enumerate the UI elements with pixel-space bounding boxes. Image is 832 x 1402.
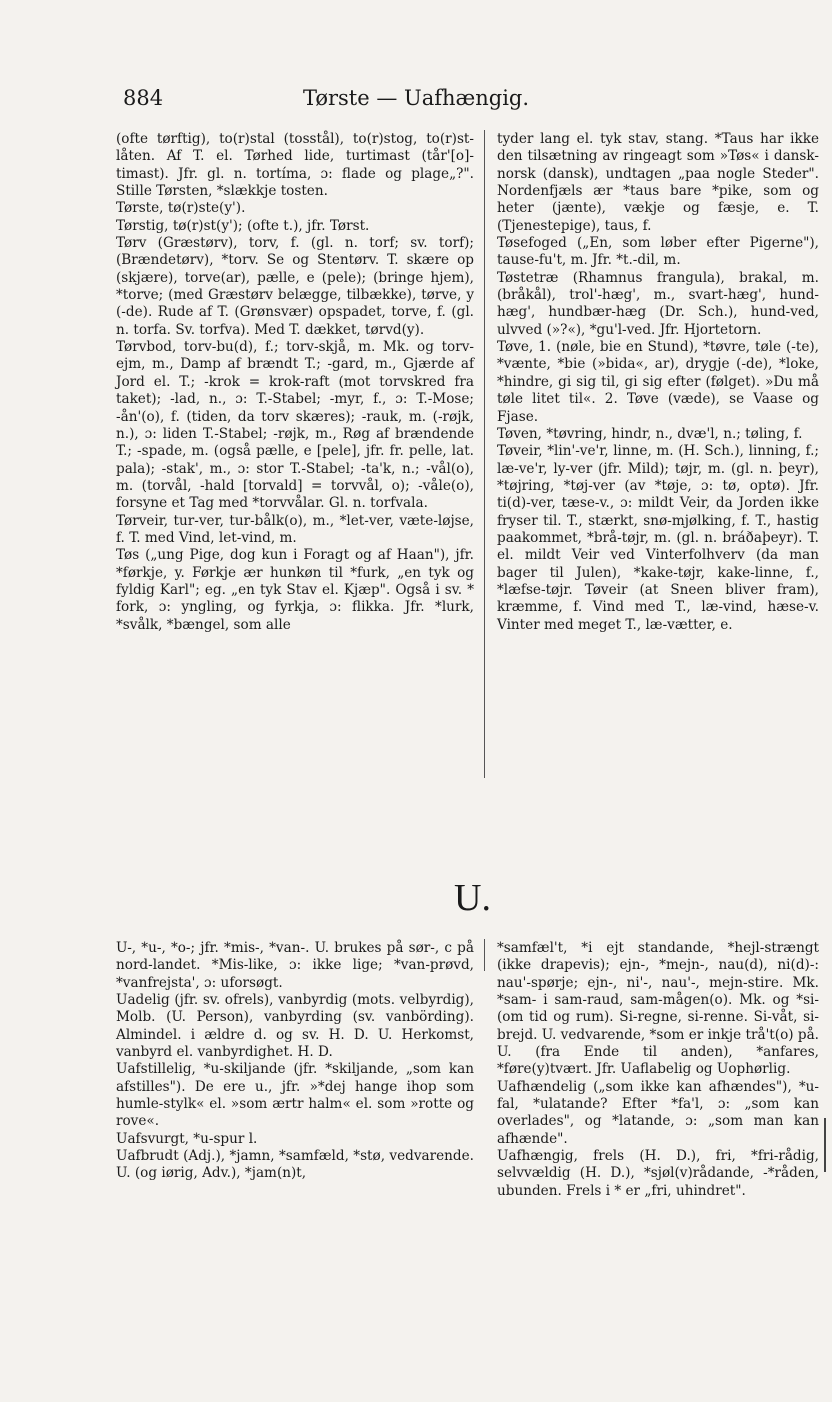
margin-mark [824,1118,826,1172]
running-head: Tørste — Uafhængig. [302,86,530,110]
entry: tyder lang el. tyk stav, stang. *Taus har ikke den tilsætning av ringeagt som »Tøs« i dansk-norsk (dansk), undtagen „paa nogle Steder". Nordenfjæls ær *taus bare *pike, som og heter (jænte), vækje og fæsje, e. T. (Tjenestepige), taus, f. [497,131,819,234]
entry: Uafhængig, frels (H. D.), fri, *fri-rådig, selvvældig (H. D.), *sjøl(v)rådande, -*råden, ubunden. Frels i * er „fri, uhindret". [497,1148,819,1199]
entry: Tøs („ung Pige, dog kun i Foragt og af Haan"), jfr. *førkje, y. Førkje ær hunkøn til *furk, „en tyk og fyldig Karl"; eg. „en tyk Stav el. Kjæp". Også i sv. * fork, ɔ: yngling, og fyrkja, ɔ: flikka. Jfr. *lurk, *svålk, *bængel, som alle [116,547,474,633]
entry: Tøveir, *lin'-ve'r, linne, m. (H. Sch.), linning, f.; læ-ve'r, ly-ver (jfr. Mild); tøjr, m. (gl. n. þeyr), *tøjring, *tøj-ver (av *tøje, ɔ: tø, optø). Jfr. ti(d)-ver, tæse-v., ɔ: mildt Veir, da Jorden ikke fryser til. T., stærkt, snø-mjølking, f. T., hastig paakommet, *brå-tøjr, m. (gl. n. bráðaþeyr). T. el. mildt Veir ved Vinterfolhverv (da man bager til Julen), *kake-tøjr, kake-linne, f., *læfse-tøjr. Tøveir (at Sneen bliver fram), kræmme, f. Vind med T., læ-vind, hæse-v. Vinter med meget T., læ-vætter, e. [497,443,819,633]
entry: Uafsvurgt, *u-spur l. [116,1130,258,1147]
section-letter: U. [454,877,491,919]
column-bottom-right [497,940,819,1200]
column-top-left [116,131,474,634]
entry: Tørstig, tø(r)st(y'); (ofte t.), jfr. Tørst. [116,217,370,234]
column-bottom-left [116,940,474,1183]
entry: U-, *u-, *o-; jfr. *mis-, *van-. U. brukes på sør-, c på nord-landet. *Mis-like, ɔ: ikke lige; *van-prøvd, *vanfrejsta', ɔ: uforsøgt. [116,940,474,991]
entry: Tøve, 1. (nøle, bie en Stund), *tøvre, tøle (-te), *vænte, *bie (»bida«, ar), drygje (-de), *loke, *hindre, gi sig til, gi sig efter (følget). »Du må tøle litet til«. 2. Tøve (væde), se Vaase og Fjase. [497,339,819,425]
entry: Uafstillelig, *u-skiljande (jfr. *skiljande, „som kan afstilles"). De ere u., jfr. »*dej hange ihop som humle-stylk« el. »som ærtr halm« el. som »rotte og rove«. [116,1061,474,1130]
entry: Tørste, tø(r)ste(y'). [116,200,246,217]
column-divider-top [484,130,485,778]
entry: Uafbrudt (Adj.), *jamn, *samfæld, *stø, vedvarende. U. (og iørig, Adv.), *jam(n)t, [116,1148,474,1182]
entry: Uadelig (jfr. sv. ofrels), vanbyrdig (mots. velbyrdig), Molb. (U. Person), vanbyrding (sv. vanbörding). Almindel. i ældre d. og sv. H. D. U. Herkomst, vanbyrd el. vanbyrdighet. H. D. [116,992,474,1061]
entry: Tørvbod, torv-bu(d), f.; torv-skjå, m. Mk. og torv-ejm, m., Damp af brændt T.; -gard, m., Gjærde af Jord el. T.; -krok = krok-raft (mot torvskred fra taket); -lad, n., ɔ: T.-Stabel; -myr, f., ɔ: T.-Mose; -ån'(o), f. (tiden, da torv skæres); -rauk, m. (-røjk, n.), ɔ: liden T.-Stabel; -røjk, m., Røg af brændende T.; -spade, m. (også pælle, e [pele], jfr. fr. pelle, lat. pala); -stak', m., ɔ: stor T.-Stabel; -ta'k, n.; -vål(o), m. (torvål, -hald [torvald] = torvvål, o); -våle(o), forsyne et Tag med *torvvålar. Gl. n. torfvala. [116,339,474,512]
entry: Uafhændelig („som ikke kan afhændes"), *u-fal, *ulatande? Efter *fa'l, ɔ: „som kan overlades", og *latande, ɔ: „som man kan afhænde". [497,1078,819,1147]
entry: Tørv (Græstørv), torv, f. (gl. n. torf; sv. torf); (Brændetørv), *torv. Se og Stentørv. T. skære op (skjære), torve(ar), pælle, e (pele); (bringe hjem), *torve; (med Græstørv belægge, tilbække), tørve, y (-de). Rude af T. (Grønsvær) opspadet, torve, f. (gl. n. torfa. Sv. torfva). Med T. dækket, tørvd(y). [116,235,474,338]
entry: *samfæl't, *i ejt standande, *hejl-strængt (ikke drapevis); ejn-, *mejn-, nau(d), ni(d)-: nau'-spørje; ejn-, ni'-, nau'-, mejn-stire. Mk. *sam- i sam-raud, sam-mågen(o). Mk. og *si- (om tid og rum). Si-regne, si-renne. Si-våt, si-brejd. U. vedvarende, *som er inkje trå't(o) på. U. (fra Ende til anden), *anfares, *føre(y)tvært. Jfr. Uaflabelig og Uophørlig. [497,940,820,1078]
column-top-right [497,131,819,634]
entry: (ofte tørftig), to(r)stal (tosstål), to(r)stog, to(r)st-låten. Af T. el. Tørhed lide, turtimast (tår'[o]-timast). Jfr. gl. n. tortíma, ɔ: flade og plage„?". Stille Tørsten, *slækkje tosten. [116,131,474,200]
page-number: 884 [123,86,164,110]
entry: Tøstetræ (Rhamnus frangula), brakal, m. (bråkål), trol'-hæg', m., svart-hæg', hund-hæg', hundbær-hæg (Dr. Sch.), hund-ved, ulvved (»?«), *gu'l-ved. Jfr. Hjortetorn. [497,269,819,338]
entry: Tørveir, tur-ver, tur-bålk(o), m., *let-ver, væte-løjse, f. T. med Vind, let-vind, m. [116,512,474,546]
column-divider-bottom [484,939,485,971]
entry: Tøsefoged („En, som løber efter Pigerne"), tause-fu't, m. Jfr. *t.-dil, m. [497,235,819,269]
entry: Tøven, *tøvring, hindr, n., dvæ'l, n.; tøling, f. [497,425,803,442]
